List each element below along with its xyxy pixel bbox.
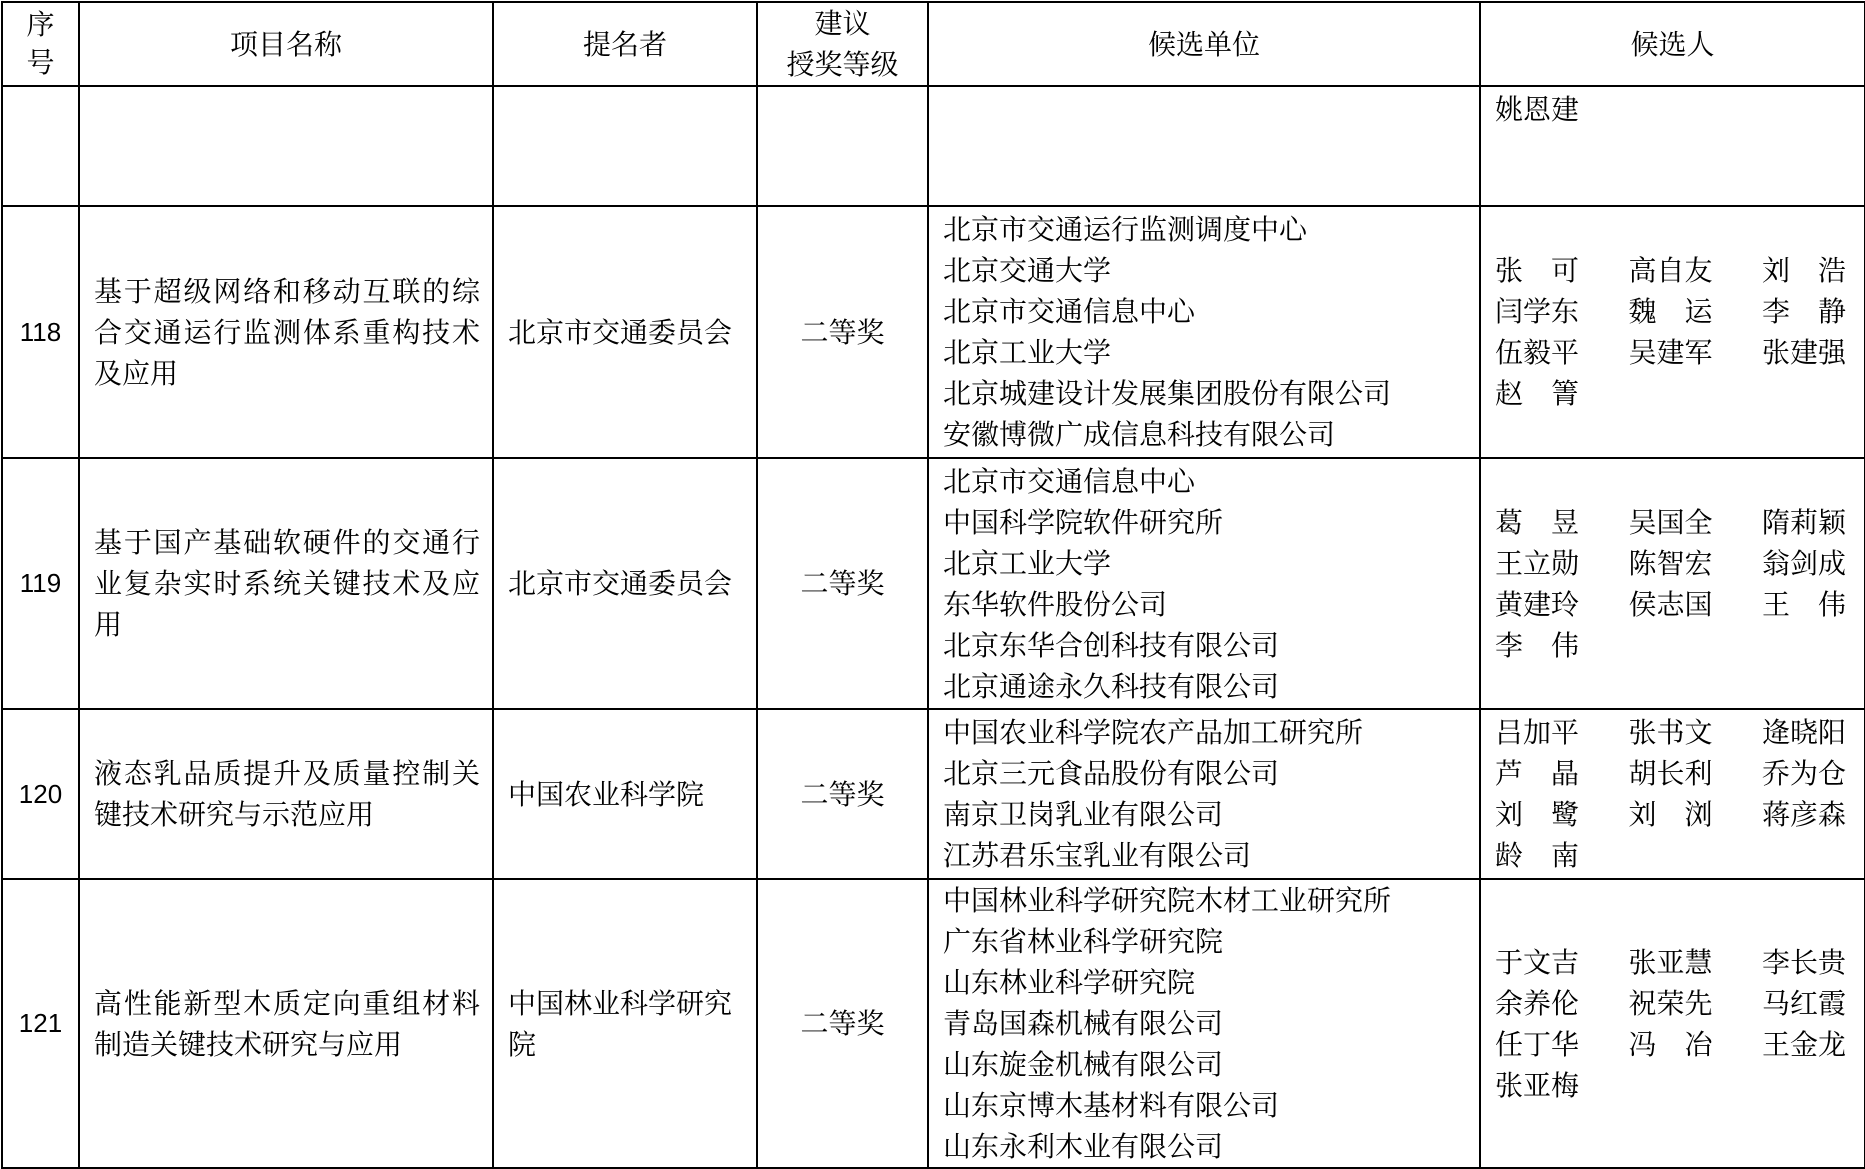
candidate-name: 祝荣先 [1628,986,1713,1020]
candidate-name: 吴国全 [1628,505,1713,539]
header-people: 候选人 [1480,2,1865,86]
cell-project [79,86,493,206]
cell-units [928,709,1480,879]
cell-project: 基于国产基础软硬件的交通行业复杂实时系统关键技术及应用 [79,458,493,709]
header-award [757,2,928,86]
candidate-name: 王立勋 [1495,546,1580,580]
candidate-unit: 北京三元食品股份有限公司 [943,757,1280,790]
candidate-name: 张亚慧 [1628,945,1713,979]
header-project: 项目名称 [79,2,493,86]
header-seq-line1: 序 [26,8,55,41]
candidate-unit: 北京市交通运行监测调度中心 [943,213,1308,246]
candidate-name: 李长贵 [1761,945,1846,979]
candidate-name: 龄 南 [1495,839,1580,872]
candidate-unit: 中国科学院软件研究所 [943,505,1224,539]
candidate-unit: 北京工业大学 [943,546,1112,580]
cell-award: 二等奖 [757,458,928,709]
candidate-name: 张亚梅 [1495,1068,1580,1102]
candidate-unit: 中国林业科学研究院木材工业研究所 [943,884,1392,917]
candidate-name: 胡长利 [1628,757,1713,790]
table-row [2,709,1865,879]
cell-units [928,206,1480,458]
candidate-unit: 山东京博木基材料有限公司 [943,1089,1280,1122]
candidate-name: 魏 运 [1628,295,1713,328]
candidate-name: 余养伦 [1495,986,1580,1020]
cell-nominator: 北京市交通委员会 [493,458,757,709]
candidate-name: 刘 浩 [1761,254,1846,287]
candidate-unit: 山东旋金机械有限公司 [943,1048,1224,1081]
candidate-unit: 东华软件股份公司 [943,587,1168,621]
cell-units [928,86,1480,206]
candidate-name: 蒋彦森 [1761,798,1846,831]
candidate-name: 王 伟 [1761,587,1846,621]
candidate-unit: 中国农业科学院农产品加工研究所 [943,716,1364,749]
candidate-unit: 山东林业科学研究院 [943,966,1196,999]
cell-nominator: 北京市交通委员会 [493,206,757,458]
cell-people [1480,458,1865,709]
candidate-name: 李 伟 [1495,628,1580,662]
candidate-name: 翁剑成 [1761,546,1846,580]
candidate-name: 刘 浏 [1628,798,1713,831]
candidate-unit: 北京市交通信息中心 [943,295,1196,328]
cell-award: 二等奖 [757,709,928,879]
cell-seq: 119 [2,458,79,709]
candidate-name: 王金龙 [1761,1027,1846,1061]
candidate-name: 张书文 [1628,716,1713,749]
header-units: 候选单位 [928,2,1480,86]
header-nominator: 提名者 [493,2,757,86]
candidate-name: 刘 鹭 [1495,798,1580,831]
candidate-name: 陈智宏 [1628,546,1713,580]
candidate-name: 冯 冶 [1628,1027,1713,1061]
candidate-name: 于文吉 [1495,945,1580,979]
candidate-name: 吕加平 [1495,716,1580,749]
candidate-name: 姚恩建 [1495,93,1580,126]
cell-nominator [493,86,757,206]
candidate-name: 隋莉颖 [1761,505,1846,539]
candidate-unit: 北京交通大学 [943,254,1112,287]
cell-award [757,86,928,206]
candidate-name: 乔为仓 [1761,757,1846,790]
candidate-name: 吴建军 [1628,336,1713,369]
candidate-name: 李 静 [1761,295,1846,328]
candidate-name: 逄晓阳 [1761,716,1846,749]
cell-award: 二等奖 [757,879,928,1168]
table-row [2,458,1865,709]
cell-people [1480,709,1865,879]
header-seq [2,2,79,86]
candidate-name: 张 可 [1495,254,1580,287]
cell-units [928,458,1480,709]
candidate-name: 闫学东 [1495,295,1580,328]
candidate-name: 张建强 [1761,336,1846,369]
candidate-unit: 北京东华合创科技有限公司 [943,628,1280,662]
cell-nominator: 中国农业科学院 [493,709,757,879]
candidate-unit: 安徽博微广成信息科技有限公司 [943,418,1336,451]
header-seq-line2: 号 [26,46,55,79]
cell-people [1480,86,1865,206]
cell-seq: 118 [2,206,79,458]
cell-seq: 120 [2,709,79,879]
cell-project: 高性能新型木质定向重组材料制造关键技术研究与应用 [79,879,493,1168]
cell-units [928,879,1480,1168]
awards-table [1,1,1865,1169]
candidate-unit: 北京城建设计发展集团股份有限公司 [943,377,1392,410]
table-row [2,879,1865,1168]
cell-project: 液态乳品质提升及质量控制关键技术研究与示范应用 [79,709,493,879]
candidate-name: 芦 晶 [1495,757,1580,790]
candidate-unit: 山东永利木业有限公司 [943,1130,1224,1163]
cell-nominator: 中国林业科学研究院 [493,879,757,1168]
cell-award: 二等奖 [757,206,928,458]
cell-people [1480,206,1865,458]
candidate-name: 葛 昱 [1495,505,1580,539]
candidate-name: 任丁华 [1495,1027,1580,1061]
table-row [2,206,1865,458]
cell-seq: 121 [2,879,79,1168]
candidate-name: 伍毅平 [1495,336,1580,369]
candidate-unit: 广东省林业科学研究院 [943,925,1224,958]
cell-project: 基于超级网络和移动互联的综合交通运行监测体系重构技术及应用 [79,206,493,458]
candidate-unit: 青岛国森机械有限公司 [943,1007,1224,1040]
candidate-name: 高自友 [1628,254,1713,287]
candidate-name: 赵 箐 [1495,377,1580,410]
header-row [2,2,1865,86]
candidate-name: 马红霞 [1761,986,1846,1020]
cell-seq [2,86,79,206]
candidate-name: 黄建玲 [1495,587,1580,621]
header-award-line1: 建议 [814,7,871,40]
candidate-unit: 北京市交通信息中心 [943,464,1196,498]
candidate-name: 侯志国 [1628,587,1713,621]
header-award-line2: 授奖等级 [786,48,899,81]
candidate-unit: 江苏君乐宝乳业有限公司 [943,839,1252,872]
table-row-continued [2,86,1865,206]
cell-people [1480,879,1865,1168]
candidate-unit: 北京通途永久科技有限公司 [943,669,1280,703]
candidate-unit: 北京工业大学 [943,336,1112,369]
candidate-unit: 南京卫岗乳业有限公司 [943,798,1224,831]
